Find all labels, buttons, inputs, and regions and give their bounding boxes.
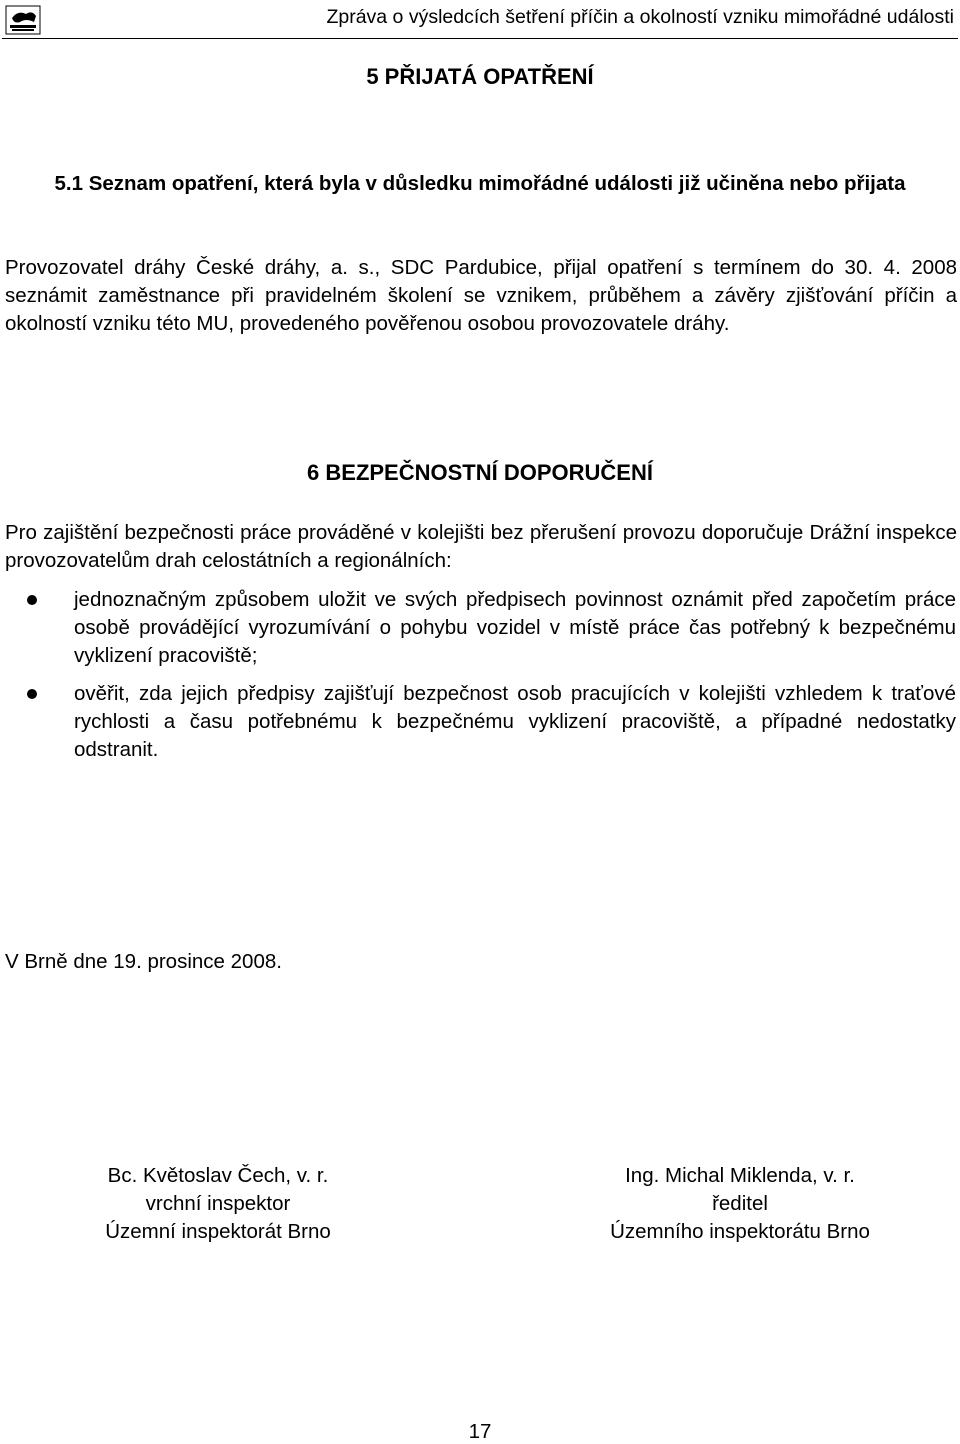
signature-block-left bbox=[38, 1162, 398, 1246]
list-item bbox=[0, 586, 956, 670]
document-title: Zpráva o výsledcích šetření příčin a okolností vzniku mimořádné události bbox=[326, 6, 954, 28]
section-6-heading: 6 BEZPEČNOSTNÍ DOPORUČENÍ bbox=[307, 460, 653, 485]
section-5-1-heading: 5.1 Seznam opatření, která byla v důsledku mimořádné události již učiněna nebo přijata bbox=[54, 172, 906, 195]
signatory-role: vrchní inspektor bbox=[145, 1192, 291, 1215]
page-number: 17 bbox=[468, 1420, 492, 1443]
signatory-name: Bc. Květoslav Čech, v. r. bbox=[107, 1164, 329, 1187]
bullet-icon bbox=[27, 595, 37, 605]
page-header bbox=[0, 0, 960, 44]
bullet-icon bbox=[27, 689, 37, 699]
signatory-office: Územního inspektorátu Brno bbox=[610, 1220, 870, 1243]
section-5-heading: 5 PŘIJATÁ OPATŘENÍ bbox=[366, 64, 594, 89]
recommendation-list bbox=[0, 586, 960, 764]
signatory-office: Územní inspektorát Brno bbox=[105, 1220, 331, 1243]
signatory-name: Ing. Michal Miklenda, v. r. bbox=[625, 1164, 855, 1187]
drazni-inspekce-logo-icon bbox=[4, 4, 42, 36]
list-item bbox=[0, 680, 956, 764]
list-item-text: ověřit, zda jejich předpisy zajišťují bezpečnost osob pracujících v kolejišti vzhledem k traťové rychlosti a času potřebnému k bezpečnému vyklizení pracoviště, a případné nedostatky odstranit. bbox=[74, 682, 956, 761]
section-6-intro: Pro zajištění bezpečnosti práce prováděné v kolejišti bez přerušení provozu doporučuje Drážní inspekce provozovatelům drah celostátních a regionálních: bbox=[5, 521, 957, 572]
list-item-text: jednoznačným způsobem uložit ve svých předpisech povinnost oznámit před započetím práce osobě provádějící vyrozumívání o pohybu vozidel v místě práce čas potřebný k bezpečnému vyklizení pracoviště; bbox=[74, 588, 956, 667]
place-and-date: V Brně dne 19. prosince 2008. bbox=[5, 950, 282, 973]
header-divider bbox=[2, 38, 958, 39]
signatory-role: ředitel bbox=[712, 1192, 768, 1215]
section-5-paragraph: Provozovatel dráhy České dráhy, a. s., SDC Pardubice, přijal opatření s termínem do 30. 4. 2008 seznámit zaměstnance při pravidelném školení se vznikem, průběhem a závěry zjišťování příčin a okolností vzniku této MU, provedeného pověřenou osobou provozovatele dráhy. bbox=[5, 256, 957, 335]
signature-block-right bbox=[560, 1162, 920, 1246]
